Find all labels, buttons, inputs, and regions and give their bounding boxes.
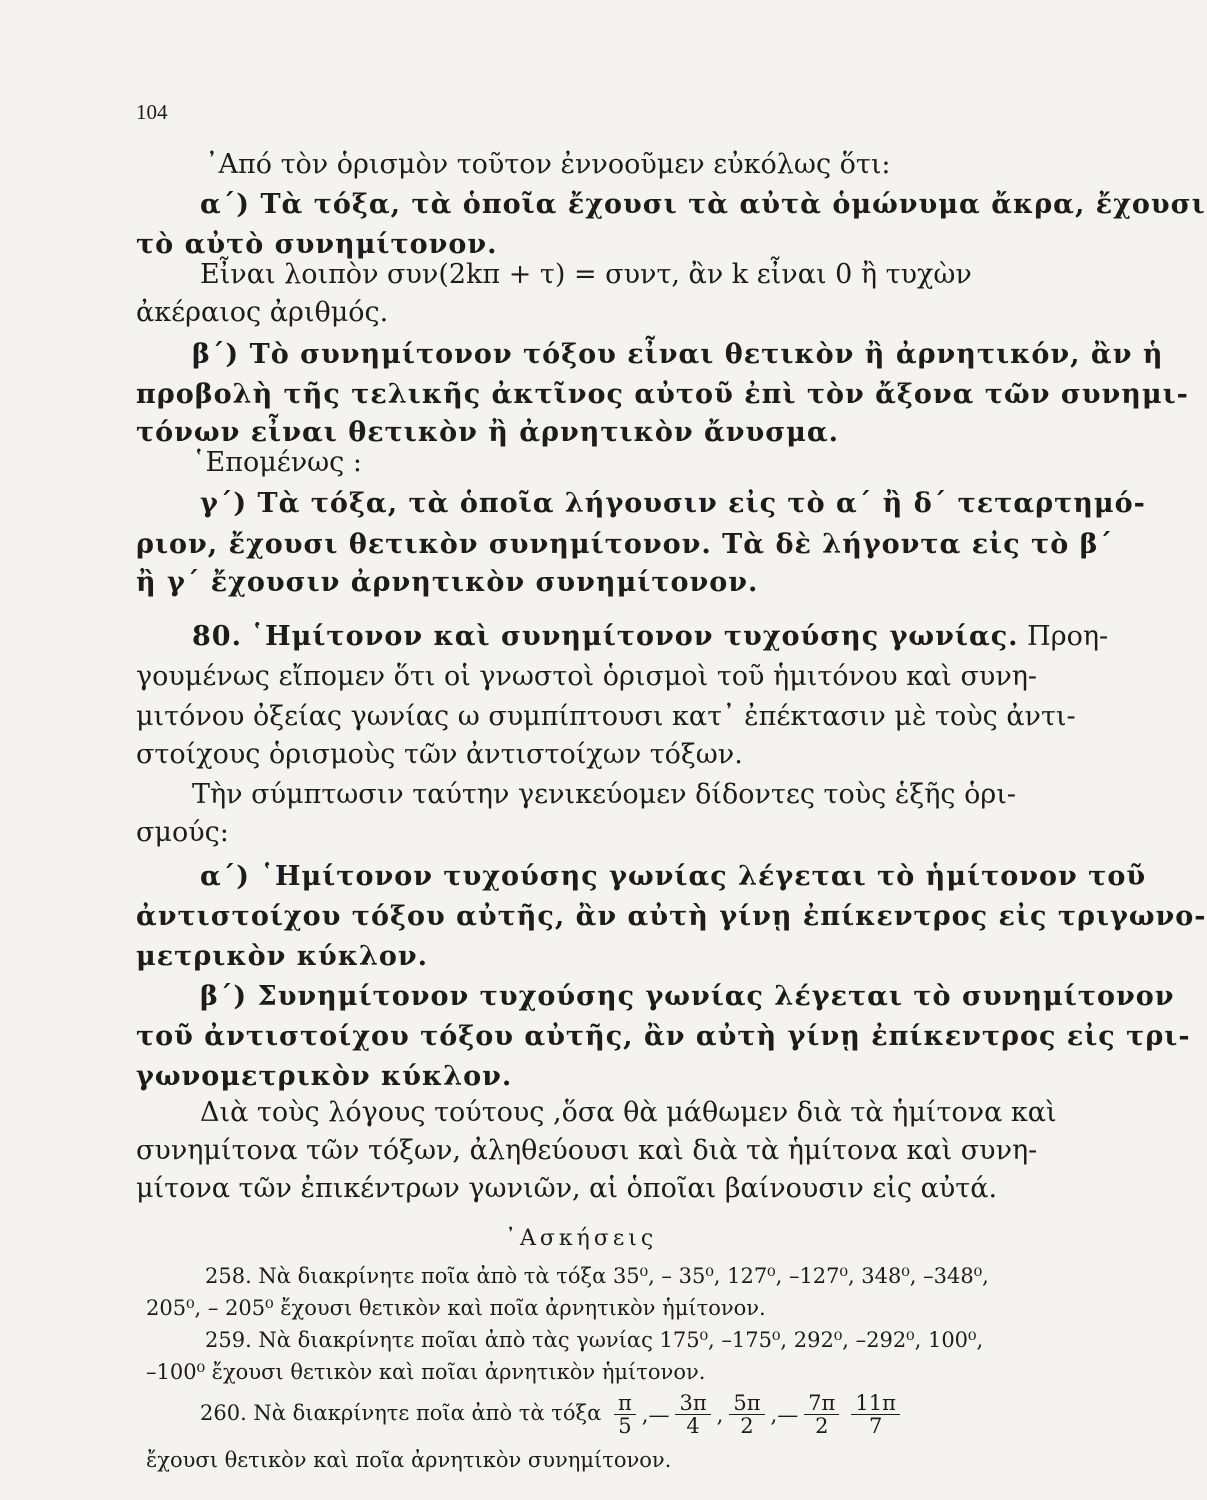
conclusion-line-2: συνημίτονα τῶν τόξων, ἀληθεύουσι καὶ διὰ τὰ ἡμίτονα καὶ συνη- <box>136 1135 1038 1166</box>
conclusion-line-1: Διὰ τοὺς λόγους τούτους ,ὅσα θὰ μάθωμεν διὰ τὰ ἡμίτονα καὶ <box>200 1097 1057 1128</box>
fraction <box>804 1392 839 1437</box>
fraction-denominator: 2 <box>815 1414 829 1438</box>
section-number: 80. <box>192 621 242 652</box>
fraction-numerator: π <box>614 1392 636 1415</box>
rule-a-line-1: α΄) Τὰ τόξα, τὰ ὁποῖα ἔχουσι τὰ αὐτὰ ὁμώνυμα ἄκρα, ἔχουσι <box>200 189 1206 220</box>
conclusion-line-3: μίτονα τῶν ἐπικέντρων γωνιῶν, αἱ ὁποῖαι βαίνουσιν εἰς αὐτά. <box>136 1173 998 1204</box>
fraction-sign: — <box>648 1402 670 1427</box>
fraction <box>729 1392 764 1437</box>
fraction-separator: , <box>641 1402 649 1427</box>
exercise-259-line-1: 259. Νὰ διακρίνητε ποῖαι ἀπὸ τὰς γωνίας 175⁰, –175⁰, 292⁰, –292⁰, 100⁰, <box>205 1328 984 1352</box>
fraction-separator: , <box>770 1402 778 1427</box>
fraction-denominator: 5 <box>618 1414 632 1438</box>
equation-line-2: ἀκέραιος ἀριθμός. <box>136 297 389 328</box>
fraction-denominator: 4 <box>686 1414 700 1438</box>
rule-a-line-2: τὸ αὐτὸ συνημίτονον. <box>136 229 498 260</box>
rule-c-line-3: ἢ γ΄ ἔχουσιν ἀρνητικὸν συνημίτονον. <box>136 567 759 598</box>
equation-line-1: Εἶναι λοιπὸν συν(2kπ + τ) = συντ, ἂν k εἶναι 0 ἢ τυχὼν <box>200 259 972 290</box>
def-a-line-2: ἀντιστοίχου τόξου αὐτῆς, ἂν αὐτὴ γίνῃ ἐπίκεντρος εἰς τριγωνο- <box>136 901 1207 932</box>
section-80-line-2: γουμένως εἴπομεν ὅτι οἱ γνωστοὶ ὁρισμοὶ τοῦ ἡμιτόνου καὶ συνη- <box>136 661 1038 692</box>
fraction-separator: , <box>716 1402 724 1427</box>
fraction-sign: — <box>777 1402 799 1427</box>
fraction-denominator: 7 <box>868 1414 883 1438</box>
fraction-numerator: 3π <box>675 1392 710 1415</box>
rule-c-line-1: γ΄) Τὰ τόξα, τὰ ὁποῖα λήγουσιν εἰς τὸ α΄ ἢ δ΄ τεταρτημό- <box>200 488 1146 519</box>
therefore-label: ῾Επομένως : <box>192 447 362 478</box>
exercise-260-prefix: 260. Νὰ διακρίνητε ποῖα ἀπὸ τὰ τόξα <box>200 1401 602 1425</box>
def-a-line-1: α΄) ῾Ημίτονον τυχούσης γωνίας λέγεται τὸ ἡμίτονον τοῦ <box>200 861 1147 892</box>
section-80-line-4: στοίχους ὁρισμοὺς τῶν ἀντιστοίχων τόξων. <box>136 739 743 770</box>
fraction-numerator: 7π <box>804 1392 839 1415</box>
fraction-denominator: 2 <box>740 1414 754 1438</box>
fraction-numerator: 5π <box>729 1392 764 1415</box>
exercises-heading: ᾿Ασκήσεις <box>505 1226 658 1251</box>
section-80-line-5: Τὴν σύμπτωσιν ταύτην γενικεύομεν δίδοντες τοὺς ἑξῆς ὁρι- <box>192 779 1016 810</box>
section-title: ῾Ημίτονον καὶ συνημίτονον τυχούσης γωνίας. <box>250 621 1019 652</box>
fraction <box>614 1392 636 1437</box>
fraction <box>675 1392 710 1437</box>
section-80-line-6: σμούς: <box>136 817 229 848</box>
def-b-line-3: γωνομετρικὸν κύκλον. <box>136 1061 513 1092</box>
exercise-258-line-2: 205⁰, – 205⁰ ἔχουσι θετικὸν καὶ ποῖα ἀρνητικὸν ἡμίτονον. <box>146 1296 766 1320</box>
fraction-numerator: 11π <box>851 1392 900 1415</box>
def-a-line-3: μετρικὸν κύκλον. <box>136 941 429 972</box>
exercise-260-fractions <box>608 1391 906 1438</box>
page-number: 104 <box>136 100 168 124</box>
def-b-line-1: β΄) Συνημίτονον τυχούσης γωνίας λέγεται τὸ συνημίτονον <box>200 981 1175 1012</box>
rule-b-line-2: προβολὴ τῆς τελικῆς ἀκτῖνος αὐτοῦ ἐπὶ τὸν ἄξονα τῶν συνημι- <box>136 379 1189 410</box>
rule-b-line-1: β΄) Τὸ συνημίτονον τόξου εἶναι θετικὸν ἢ ἀρνητικόν, ἂν ἡ <box>192 339 1164 370</box>
intro-line: ᾿Από τὸν ὁρισμὸν τοῦτον ἐννοοῦμεν εὐκόλως ὅτι: <box>205 149 891 180</box>
fraction <box>851 1392 900 1437</box>
section-80-line-1-rest: Προη- <box>1027 621 1109 652</box>
exercise-260-line-2: ἔχουσι θετικὸν καὶ ποῖα ἀρνητικὸν συνημίτονον. <box>146 1448 672 1472</box>
rule-c-line-2: ριον, ἔχουσι θετικὸν συνημίτονον. Τὰ δὲ λήγοντα εἰς τὸ β΄ <box>136 529 1114 560</box>
def-b-line-2: τοῦ ἀντιστοίχου τόξου αὐτῆς, ἂν αὐτὴ γίνῃ ἐπίκεντρος εἰς τρι- <box>136 1021 1191 1052</box>
section-80-line-1 <box>192 620 1108 654</box>
exercise-258-line-1: 258. Νὰ διακρίνητε ποῖα ἀπὸ τὰ τόξα 35⁰, – 35⁰, 127⁰, –127⁰, 348⁰, –348⁰, <box>205 1264 989 1288</box>
exercise-259-line-2: –100⁰ ἔχουσι θετικὸν καὶ ποῖαι ἀρνητικὸν ἡμίτονον. <box>146 1360 706 1384</box>
rule-b-line-3: τόνων εἶναι θετικὸν ἢ ἀρνητικὸν ἄνυσμα. <box>136 417 840 448</box>
exercise-260-line-1 <box>200 1392 906 1437</box>
section-80-line-3: μιτόνου ὀξείας γωνίας ω συμπίπτουσι κατ᾿ ἐπέκτασιν μὲ τοὺς ἀντι- <box>136 701 1076 732</box>
